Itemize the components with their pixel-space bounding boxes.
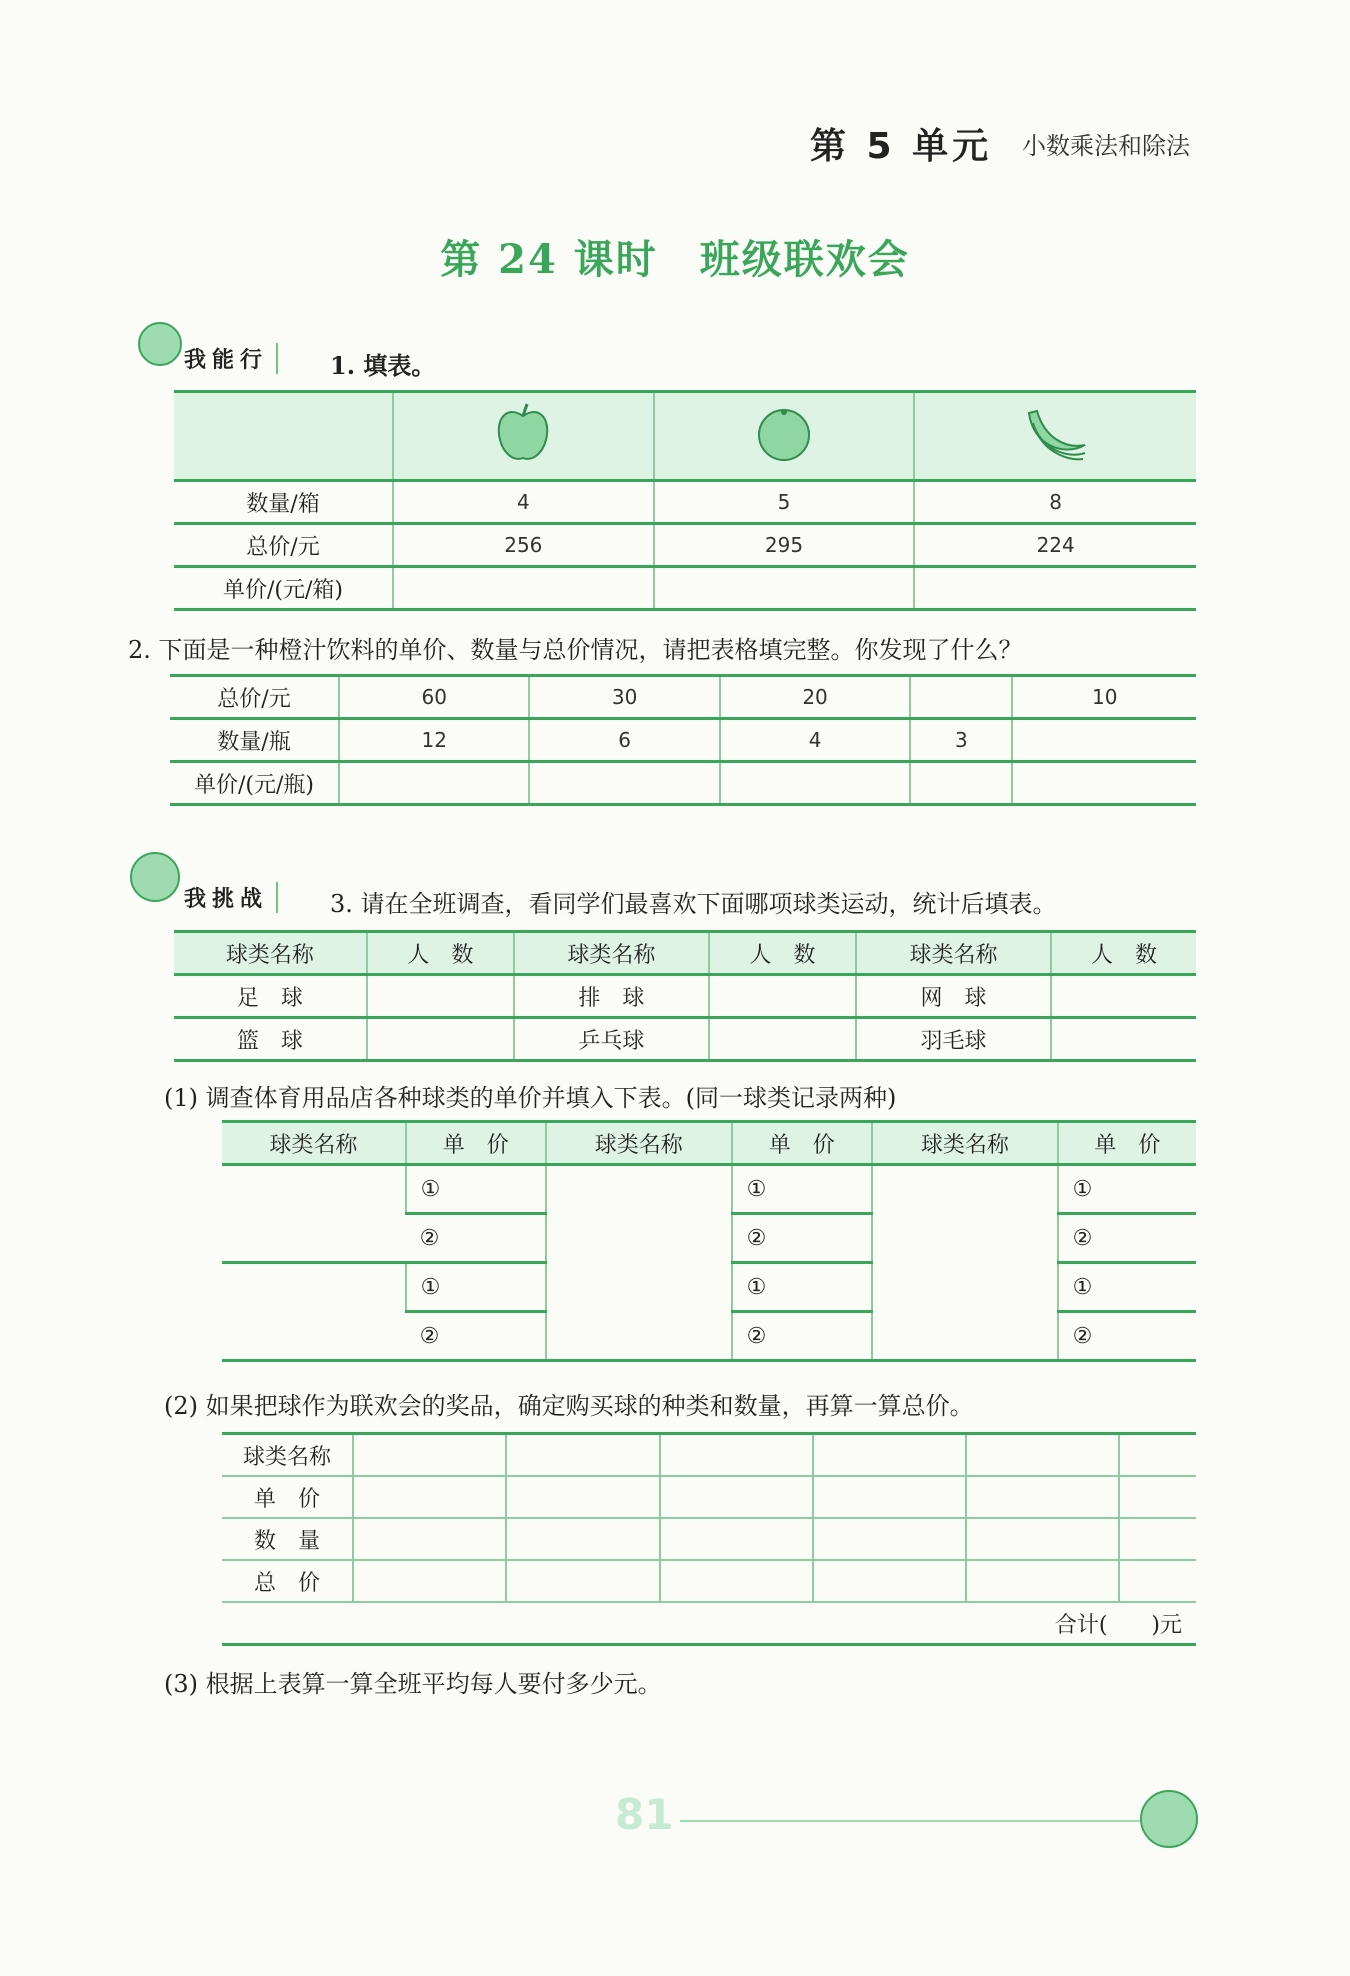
answer-cell[interactable] (546, 1165, 732, 1361)
answer-cell[interactable] (222, 1165, 406, 1263)
price-mark[interactable]: ① (1058, 1165, 1196, 1214)
table-cell: 12 (339, 719, 529, 762)
table-cell: 295 (654, 524, 915, 567)
table-row (222, 1434, 1196, 1477)
mascot-icon (138, 322, 182, 366)
answer-cell[interactable] (506, 1518, 659, 1560)
table-row (222, 1518, 1196, 1560)
answer-cell[interactable] (813, 1434, 966, 1477)
table-prize-purchase (222, 1432, 1196, 1646)
answer-cell[interactable] (339, 762, 529, 805)
price-mark[interactable]: ② (1058, 1312, 1196, 1361)
unit-topic: 小数乘法和除法 (1022, 132, 1190, 160)
answer-cell[interactable] (660, 1518, 813, 1560)
answer-cell[interactable] (966, 1434, 1119, 1477)
answer-cell[interactable] (1012, 719, 1196, 762)
table-juice (170, 674, 1196, 806)
answer-cell[interactable] (1119, 1434, 1196, 1477)
answer-cell[interactable] (367, 975, 514, 1018)
table-row (174, 481, 1196, 524)
answer-cell[interactable] (660, 1560, 813, 1602)
row-label: 数量/箱 (174, 481, 393, 524)
answer-cell[interactable] (529, 762, 719, 805)
price-mark[interactable]: ② (406, 1214, 546, 1263)
price-mark[interactable]: ② (406, 1312, 546, 1361)
table-row (174, 524, 1196, 567)
question-3: 3. 请在全班调查，看同学们最喜欢下面哪项球类运动，统计后填表。 (330, 890, 1057, 918)
column-header: 单 价 (732, 1122, 872, 1165)
table-cell: 224 (914, 524, 1196, 567)
table-cell: 4 (720, 719, 910, 762)
section-badge-challenge: 我挑战 (184, 882, 278, 913)
price-mark[interactable]: ① (1058, 1263, 1196, 1312)
apple-icon (493, 402, 553, 464)
answer-cell[interactable] (353, 1518, 506, 1560)
table-row (170, 762, 1196, 805)
orange-icon (754, 403, 814, 463)
price-mark[interactable]: ① (732, 1263, 872, 1312)
answer-cell[interactable] (1119, 1518, 1196, 1560)
price-mark[interactable]: ② (732, 1214, 872, 1263)
row-label: 数 量 (222, 1518, 353, 1560)
table-row (222, 1602, 1196, 1645)
row-label: 总价/元 (170, 676, 339, 719)
ball-name: 足 球 (174, 975, 367, 1018)
row-label: 球类名称 (222, 1434, 353, 1477)
fruit-cell (393, 392, 654, 481)
table-row (170, 719, 1196, 762)
answer-cell[interactable] (506, 1434, 659, 1477)
table-cell: 60 (339, 676, 529, 719)
answer-cell[interactable] (914, 567, 1196, 610)
row-label: 数量/瓶 (170, 719, 339, 762)
answer-cell[interactable] (872, 1165, 1058, 1361)
answer-cell[interactable] (709, 975, 856, 1018)
table-cell: 8 (914, 481, 1196, 524)
answer-cell[interactable] (222, 1263, 406, 1361)
answer-cell[interactable] (654, 567, 915, 610)
ball-name: 乒乓球 (514, 1018, 709, 1061)
answer-cell[interactable] (709, 1018, 856, 1061)
ball-name: 羽毛球 (856, 1018, 1051, 1061)
sub-question-3: (3) 根据上表算一算全班平均每人要付多少元。 (164, 1670, 662, 1698)
column-header: 球类名称 (222, 1122, 406, 1165)
row-label: 总价/元 (174, 524, 393, 567)
sub-question-2: (2) 如果把球作为联欢会的奖品，确定购买球的种类和数量，再算一算总价。 (164, 1392, 974, 1420)
answer-cell[interactable] (813, 1518, 966, 1560)
table-row (222, 1476, 1196, 1518)
answer-cell[interactable] (966, 1518, 1119, 1560)
table-row (174, 975, 1196, 1018)
answer-cell[interactable] (966, 1476, 1119, 1518)
price-mark[interactable]: ① (406, 1263, 546, 1312)
section-badge-can-do: 我能行 (184, 343, 278, 374)
row-label: 单 价 (222, 1476, 353, 1518)
page-number: 81 (615, 1790, 674, 1839)
answer-cell[interactable] (813, 1476, 966, 1518)
answer-cell[interactable] (813, 1560, 966, 1602)
column-header: 单 价 (406, 1122, 546, 1165)
ball-name: 网 球 (856, 975, 1051, 1018)
answer-cell[interactable] (1051, 1018, 1196, 1061)
table-cell: 3 (910, 719, 1012, 762)
table-cell: 256 (393, 524, 654, 567)
table-cell: 6 (529, 719, 719, 762)
table-row (174, 392, 1196, 481)
answer-cell[interactable] (353, 1560, 506, 1602)
column-header: 球类名称 (872, 1122, 1058, 1165)
table-row (174, 932, 1196, 975)
table-row (170, 676, 1196, 719)
answer-cell[interactable] (720, 762, 910, 805)
table-cell: 4 (393, 481, 654, 524)
table-cell: 10 (1012, 676, 1196, 719)
answer-cell[interactable] (660, 1434, 813, 1477)
table-row (174, 567, 1196, 610)
price-mark[interactable]: ② (732, 1312, 872, 1361)
price-mark[interactable]: ② (1058, 1214, 1196, 1263)
unit-title: 第 5 单元 (810, 126, 993, 167)
total-cell[interactable]: 合计( )元 (222, 1602, 1196, 1645)
row-label: 总 价 (222, 1560, 353, 1602)
table-row (222, 1122, 1196, 1165)
answer-cell[interactable] (506, 1476, 659, 1518)
mascot-icon (1140, 1790, 1198, 1848)
table-row (222, 1560, 1196, 1602)
question-2: 2. 下面是一种橙汁饮料的单价、数量与总价情况，请把表格填完整。你发现了什么？ (128, 636, 1023, 664)
column-header: 球类名称 (174, 932, 367, 975)
table-row (222, 1165, 1196, 1214)
answer-cell[interactable] (1119, 1476, 1196, 1518)
ball-name: 篮 球 (174, 1018, 367, 1061)
answer-cell[interactable] (1119, 1560, 1196, 1602)
answer-cell[interactable] (506, 1560, 659, 1602)
question-1: 1. 填表。 (330, 351, 436, 380)
banana-icon (1023, 405, 1089, 461)
answer-cell[interactable] (1051, 975, 1196, 1018)
row-label: 单价/(元/瓶) (170, 762, 339, 805)
column-header: 人 数 (1051, 932, 1196, 975)
table-cell: 20 (720, 676, 910, 719)
table-cell: 30 (529, 676, 719, 719)
answer-cell[interactable] (966, 1560, 1119, 1602)
table-fruit-prices (174, 390, 1196, 611)
answer-cell[interactable] (393, 567, 654, 610)
answer-cell[interactable] (1012, 762, 1196, 805)
ball-name: 排 球 (514, 975, 709, 1018)
answer-cell[interactable] (353, 1434, 506, 1477)
price-mark[interactable]: ① (732, 1165, 872, 1214)
table-ball-survey (174, 930, 1196, 1062)
footer-rule (680, 1820, 1140, 1822)
answer-cell[interactable] (353, 1476, 506, 1518)
answer-cell[interactable] (367, 1018, 514, 1061)
fruit-cell (654, 392, 915, 481)
column-header: 球类名称 (856, 932, 1051, 975)
table-row (174, 1018, 1196, 1061)
price-mark[interactable]: ① (406, 1165, 546, 1214)
sub-question-1: (1) 调查体育用品店各种球类的单价并填入下表。(同一球类记录两种) (164, 1084, 897, 1112)
mascot-icon (130, 852, 180, 902)
lesson-title: 第 24 课时 班级联欢会 (440, 236, 910, 283)
answer-cell[interactable] (910, 676, 1012, 719)
answer-cell[interactable] (910, 762, 1012, 805)
answer-cell[interactable] (660, 1476, 813, 1518)
fruit-cell (914, 392, 1196, 481)
table-ball-prices (222, 1120, 1196, 1362)
row-label: 单价/(元/箱) (174, 567, 393, 610)
column-header: 人 数 (367, 932, 514, 975)
column-header: 球类名称 (514, 932, 709, 975)
column-header: 球类名称 (546, 1122, 732, 1165)
table-cell: 5 (654, 481, 915, 524)
column-header: 人 数 (709, 932, 856, 975)
column-header: 单 价 (1058, 1122, 1196, 1165)
